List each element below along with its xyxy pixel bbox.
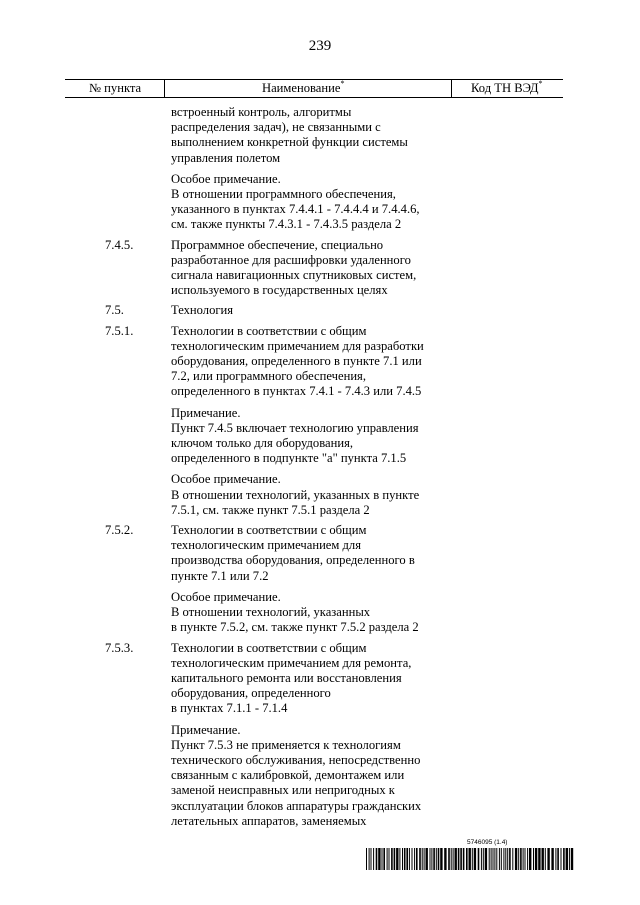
header-code-column: Код ТН ВЭД*: [471, 79, 543, 95]
text-line: в пунктах 7.1.1 - 7.1.4: [171, 701, 288, 716]
text-line: определенного в подпункте "а" пункта 7.1.5: [171, 451, 407, 466]
text-line: сигнала навигационных спутниковых систем,: [171, 268, 417, 283]
header-divider-left: [164, 79, 165, 98]
text-line: Примечание.: [171, 405, 241, 420]
text-line: Технологии в соответствии с общим: [171, 323, 367, 338]
text-line: заменой неисправных или непригодных к: [171, 783, 395, 798]
item-number: 7.5.: [105, 303, 124, 318]
text-line: оборудования, определенного: [171, 686, 331, 701]
text-line: используемого в государственных целях: [171, 283, 388, 298]
header-code-asterisk: *: [538, 79, 543, 88]
item-paragraph: [171, 324, 471, 400]
table-row: [65, 523, 563, 635]
table-row: [65, 238, 563, 299]
table-row: [65, 105, 563, 233]
text-line: в пункте 7.5.2, см. также пункт 7.5.2 раздела 2: [171, 620, 419, 635]
item-paragraph: [171, 238, 471, 299]
table-row: [65, 324, 563, 518]
text-line: В отношении технологий, указанных в пункте: [171, 487, 420, 502]
text-line: ключом только для оборудования,: [171, 436, 354, 451]
item-number: 7.5.3.: [105, 640, 134, 655]
item-paragraph: [171, 723, 471, 829]
text-line: производства оборудования, определенного в: [171, 553, 415, 568]
text-line: Особое примечание.: [171, 472, 281, 487]
text-line: летательных аппаратов, заменяемых: [171, 813, 367, 828]
text-line: 7.2, или программного обеспечения,: [171, 369, 366, 384]
text-line: Особое примечание.: [171, 589, 281, 604]
item-number: 7.5.2.: [105, 523, 134, 538]
text-line: Примечание.: [171, 722, 241, 737]
table-row: [65, 303, 563, 318]
item-paragraph: [171, 472, 471, 518]
header-number-column: № пункта: [89, 81, 142, 95]
text-line: Пункт 7.4.5 включает технологию управления: [171, 420, 419, 435]
text-line: Технологии в соответствии с общим: [171, 523, 367, 538]
text-line: выполнением конкретной функции системы: [171, 135, 408, 150]
text-line: 7.5.1, см. также пункт 7.5.1 раздела 2: [171, 502, 370, 517]
text-line: управления полетом: [171, 150, 281, 165]
document-code: 5746095 (1.4): [467, 839, 508, 846]
item-paragraph: [171, 523, 471, 584]
table-body: [65, 105, 563, 834]
item-number: 7.5.1.: [105, 323, 134, 338]
text-line: В отношении технологий, указанных: [171, 605, 371, 620]
text-line: Программное обеспечение, специально: [171, 237, 384, 252]
text-line: технологическим примечанием для: [171, 538, 362, 553]
text-line: капитального ремонта или восстановления: [171, 670, 402, 685]
text-line: указанного в пунктах 7.4.4.1 - 7.4.4.4 и 7.4.4.6,: [171, 202, 420, 217]
item-paragraph: [171, 105, 471, 166]
item-paragraph: [171, 303, 471, 318]
barcode-icon: [366, 848, 574, 870]
text-line: эксплуатации блоков аппаратуры гражданских: [171, 798, 422, 813]
text-line: см. также пункты 7.4.3.1 - 7.4.3.5 раздела 2: [171, 217, 402, 232]
header-divider-right: [451, 79, 452, 98]
header-name-asterisk: *: [340, 79, 345, 88]
text-line: встроенный контроль, алгоритмы: [171, 105, 352, 119]
table-row: [65, 641, 563, 829]
text-line: Технологии в соответствии с общим: [171, 640, 367, 655]
item-paragraph: [171, 641, 471, 717]
text-line: технического обслуживания, непосредственно: [171, 752, 421, 767]
table-header: [65, 79, 563, 98]
text-line: пункте 7.1 или 7.2: [171, 568, 269, 583]
text-line: распределения задач), не связанными с: [171, 120, 381, 135]
header-name-column: Наименование*: [262, 79, 345, 95]
text-line: разработанное для расшифровки удаленного: [171, 252, 411, 267]
text-line: определенного в пунктах 7.4.1 - 7.4.3 или 7.4.5: [171, 384, 422, 399]
text-line: Особое примечание.: [171, 171, 281, 186]
text-line: оборудования, определенного в пункте 7.1 или: [171, 354, 422, 369]
text-line: Пункт 7.5.3 не применяется к технологиям: [171, 737, 401, 752]
text-line: В отношении программного обеспечения,: [171, 187, 396, 202]
item-paragraph: [171, 590, 471, 636]
item-paragraph: [171, 172, 471, 233]
text-line: технологическим примечанием для ремонта,: [171, 655, 412, 670]
text-line: связанным с калибровкой, демонтажем или: [171, 768, 405, 783]
text-line: технологическим примечанием для разработки: [171, 338, 424, 353]
text-line: Технология: [171, 303, 234, 318]
item-number: 7.4.5.: [105, 237, 134, 252]
page-number: 239: [308, 38, 332, 54]
item-paragraph: [171, 406, 471, 467]
